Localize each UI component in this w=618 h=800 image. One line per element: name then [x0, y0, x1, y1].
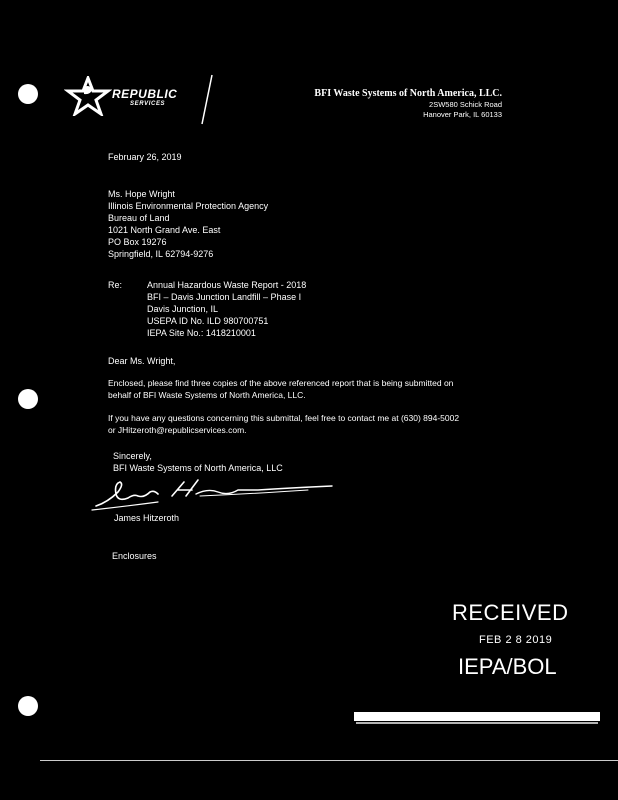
enclosures: Enclosures — [112, 551, 157, 561]
scan-bar — [354, 712, 600, 721]
re-block — [147, 279, 447, 339]
paragraph-line: or JHitzeroth@republicservices.com. — [108, 425, 247, 435]
recipient-line: Ms. Hope Wright — [108, 189, 175, 199]
re-line: BFI – Davis Junction Landfill – Phase I — [147, 292, 302, 302]
company-address-line1: 2SW580 Schick Road — [429, 100, 502, 109]
recipient-line: Illinois Environmental Protection Agency — [108, 201, 269, 211]
paragraph-line: If you have any questions concerning this submittal, feel free to contact me at (630) 894-5002 — [108, 413, 460, 423]
scan-line-bottom — [40, 760, 618, 761]
scan-line-short — [356, 722, 598, 724]
received-stamp-office: IEPA/BOL — [458, 654, 557, 679]
punch-hole-bottom — [18, 696, 38, 716]
received-stamp-title: RECEIVED — [452, 600, 569, 625]
paragraph-enclosed — [108, 377, 528, 401]
punch-hole-middle — [18, 389, 38, 409]
recipient-line: Bureau of Land — [108, 213, 170, 223]
closing-company: BFI Waste Systems of North America, LLC — [113, 463, 283, 473]
recipient-line: Springfield, IL 62794-9276 — [108, 249, 214, 259]
company-name: BFI Waste Systems of North America, LLC. — [314, 88, 502, 99]
re-line: IEPA Site No.: 1418210001 — [147, 328, 256, 338]
paragraph-line: Enclosed, please find three copies of the above referenced report that is being submitted on — [108, 378, 454, 388]
re-line: Annual Hazardous Waste Report - 2018 — [147, 280, 307, 290]
re-label: Re: — [108, 280, 123, 290]
logo-brand: REPUBLIC — [112, 87, 178, 101]
logo-sub: SERVICES — [130, 101, 166, 107]
company-address-line2: Hanover Park, IL 60133 — [423, 110, 502, 119]
paragraph-questions — [108, 412, 528, 436]
letterhead — [60, 72, 580, 132]
re-line: Davis Junction, IL — [147, 304, 219, 314]
recipient-block — [108, 188, 408, 260]
received-stamp-date: FEB 2 8 2019 — [479, 634, 553, 646]
letter-date: February 26, 2019 — [108, 152, 182, 162]
closing: Sincerely, — [113, 451, 152, 461]
signature-icon — [88, 472, 338, 512]
re-line: USEPA ID No. ILD 980700751 — [147, 316, 269, 326]
republic-services-logo-icon — [64, 76, 112, 116]
recipient-line: 1021 North Grand Ave. East — [108, 225, 221, 235]
salutation: Dear Ms. Wright, — [108, 356, 176, 366]
punch-hole-top — [18, 84, 38, 104]
letterhead-divider — [198, 74, 214, 126]
recipient-line: PO Box 19276 — [108, 237, 167, 247]
paragraph-line: behalf of BFI Waste Systems of North America, LLC. — [108, 390, 306, 400]
signer-name: James Hitzeroth — [114, 513, 180, 523]
